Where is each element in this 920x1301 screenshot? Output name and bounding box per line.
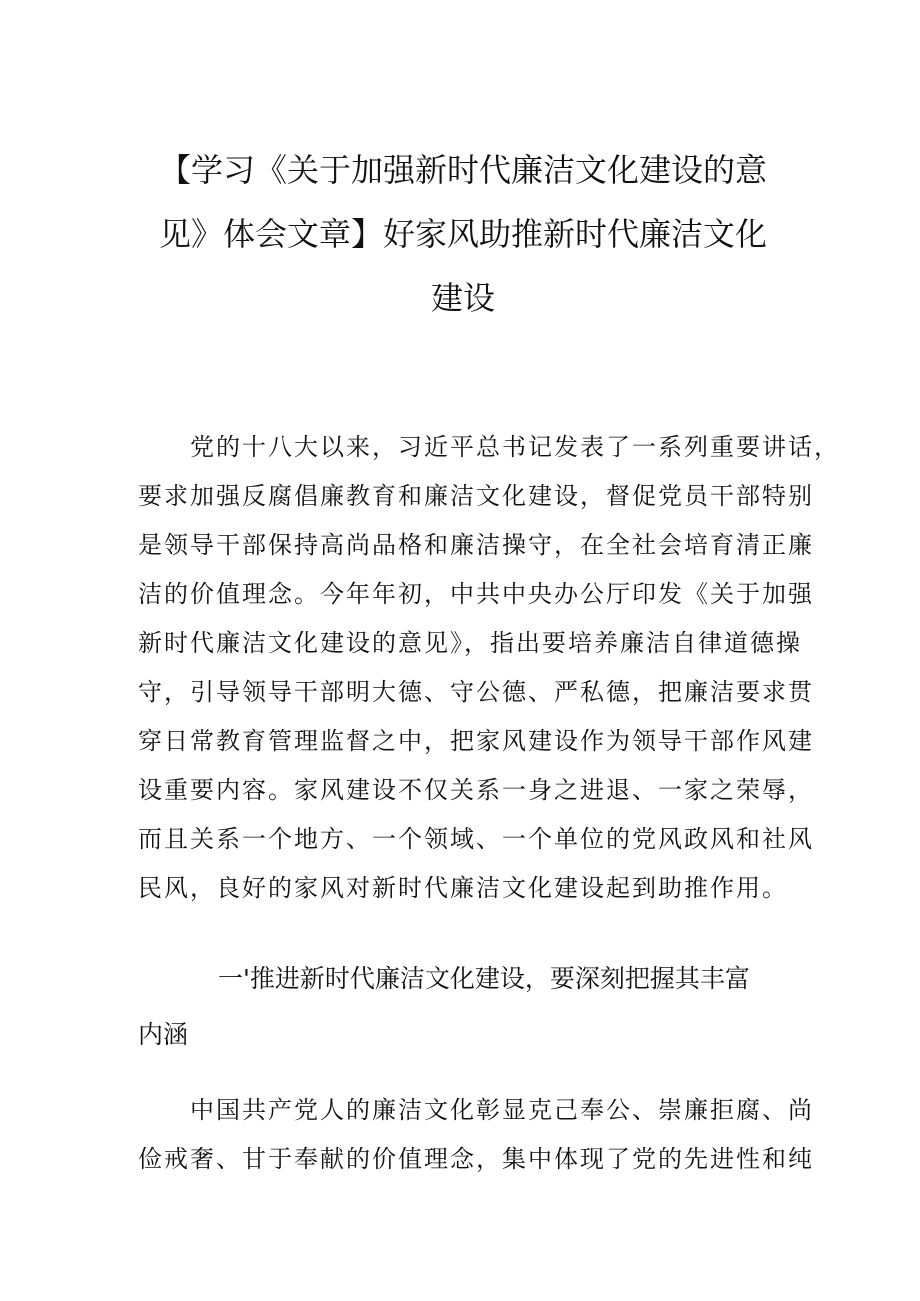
title-line: 建设 xyxy=(430,279,495,317)
section-heading-1 xyxy=(138,951,788,1063)
paragraph-line: 是领导干部保持高尚品格和廉洁操守，在全社会培育清正廉 xyxy=(138,531,814,559)
paragraph-line: 俭戒奢、甘于奉献的价值理念，集中体现了党的先进性和纯 xyxy=(138,1145,814,1173)
paragraph-1 xyxy=(138,423,840,913)
paragraph-line: 而且关系一个地方、一个领域、一个单位的党风政风和社风 xyxy=(138,825,814,853)
paragraph-line: 民风，良好的家风对新时代廉洁文化建设起到助推作用。 xyxy=(138,874,788,902)
heading-line: 内涵 xyxy=(138,1020,189,1049)
document-title xyxy=(138,138,788,330)
heading-line: 一'推进新时代廉洁文化建设，要深刻把握其丰富 xyxy=(218,964,750,993)
paragraph-line: 新时代廉洁文化建设的意见》，指出要培养廉洁自律道德操 xyxy=(138,629,802,657)
paragraph-line: 要求加强反腐倡廉教育和廉洁文化建设，督促党员干部特别 xyxy=(138,482,814,510)
title-line: 【学习《关于加强新时代廉洁文化建设的意 xyxy=(158,151,767,189)
paragraph-line: 党的十八大以来，习近平总书记发表了一系列重要讲话， xyxy=(190,433,840,461)
paragraph-line: 中国共产党人的廉洁文化彰显克己奉公、崇廉拒腐、尚 xyxy=(190,1096,814,1124)
paragraph-line: 守，引导领导干部明大德、守公德、严私德，把廉洁要求贯 xyxy=(138,678,814,706)
paragraph-2 xyxy=(138,1086,814,1184)
paragraph-line: 洁的价值理念。今年年初，中共中央办公厅印发《关于加强 xyxy=(138,580,814,608)
paragraph-line: 设重要内容。家风建设不仅关系一身之进退、一家之荣辱， xyxy=(138,776,814,804)
title-line: 见》体会文章】好家风助推新时代廉洁文化 xyxy=(158,215,767,253)
paragraph-line: 穿日常教育管理监督之中，把家风建设作为领导干部作风建 xyxy=(138,727,814,755)
